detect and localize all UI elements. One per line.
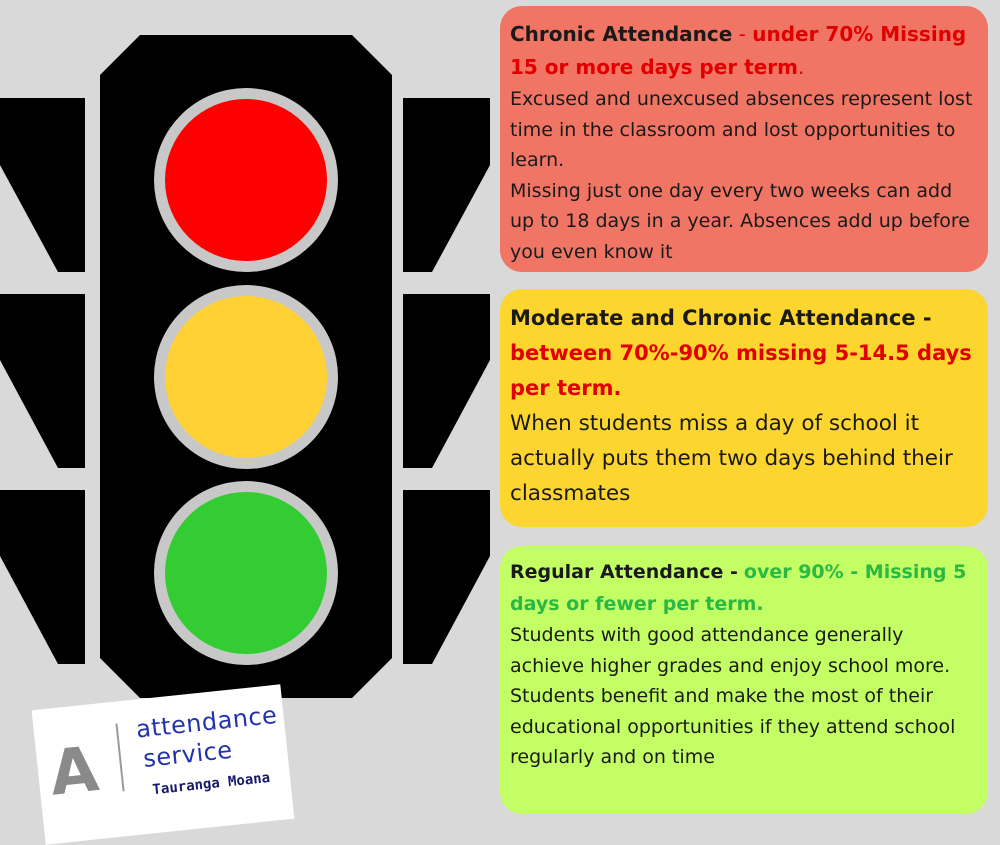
chronic-attendance-paragraph: Excused and unexcused absences represent lost time in the classroom and lost opportunities to learn.	[510, 88, 973, 171]
moderate-attendance-paragraph: When students miss a day of school it actually puts them two days behind their classmates	[510, 411, 953, 506]
logo-line-service: service	[141, 735, 234, 773]
chronic-attendance-paragraph: Missing just one day every two weeks can add up to 18 days in a year. Absences add up before you even know it	[510, 179, 970, 263]
logo-line-location: Tauranga Moana	[151, 769, 271, 799]
regular-attendance-title: Regular Attendance -	[510, 561, 738, 583]
regular-attendance-heading	[510, 556, 978, 620]
visor-right-middle	[403, 294, 490, 468]
chronic-attendance-card	[500, 6, 988, 272]
logo-letter: A	[46, 732, 102, 810]
moderate-attendance-threshold: between 70%-90% missing 5-14.5 days per term.	[510, 341, 972, 400]
visor-left-top	[0, 98, 85, 272]
regular-attendance-paragraph: Students with good attendance generally achieve higher grades and enjoy school more.	[510, 624, 951, 677]
amber-lamp-lens	[165, 296, 327, 458]
logo-line-attendance: attendance	[134, 700, 279, 744]
regular-attendance-threshold: over 90% - Missing 5 days or fewer per term.	[510, 561, 967, 615]
moderate-attendance-heading	[510, 301, 978, 406]
visor-right-bottom	[403, 490, 490, 664]
moderate-attendance-body	[510, 406, 978, 511]
visor-left-middle	[0, 294, 85, 468]
chronic-attendance-body	[510, 84, 978, 267]
chronic-attendance-heading	[510, 18, 978, 84]
regular-attendance-card	[500, 546, 988, 814]
green-lamp-lens	[165, 492, 327, 654]
red-lamp-lens	[165, 99, 327, 261]
moderate-attendance-card	[500, 289, 988, 527]
visor-right-top	[403, 98, 490, 272]
visor-left-bottom	[0, 490, 85, 664]
regular-attendance-paragraph: Students benefit and make the most of their educational opportunities if they attend school regularly and on time	[510, 685, 956, 768]
regular-attendance-body	[510, 620, 978, 773]
chronic-attendance-separator: -	[732, 22, 753, 46]
logo-divider	[115, 724, 124, 792]
chronic-attendance-threshold: under 70% Missing 15 or more days per term	[510, 22, 967, 79]
chronic-attendance-title: Chronic Attendance	[510, 22, 733, 46]
attendance-service-logo	[32, 684, 295, 844]
moderate-attendance-title: Moderate and Chronic Attendance -	[510, 306, 932, 330]
chronic-attendance-period: .	[797, 55, 805, 79]
